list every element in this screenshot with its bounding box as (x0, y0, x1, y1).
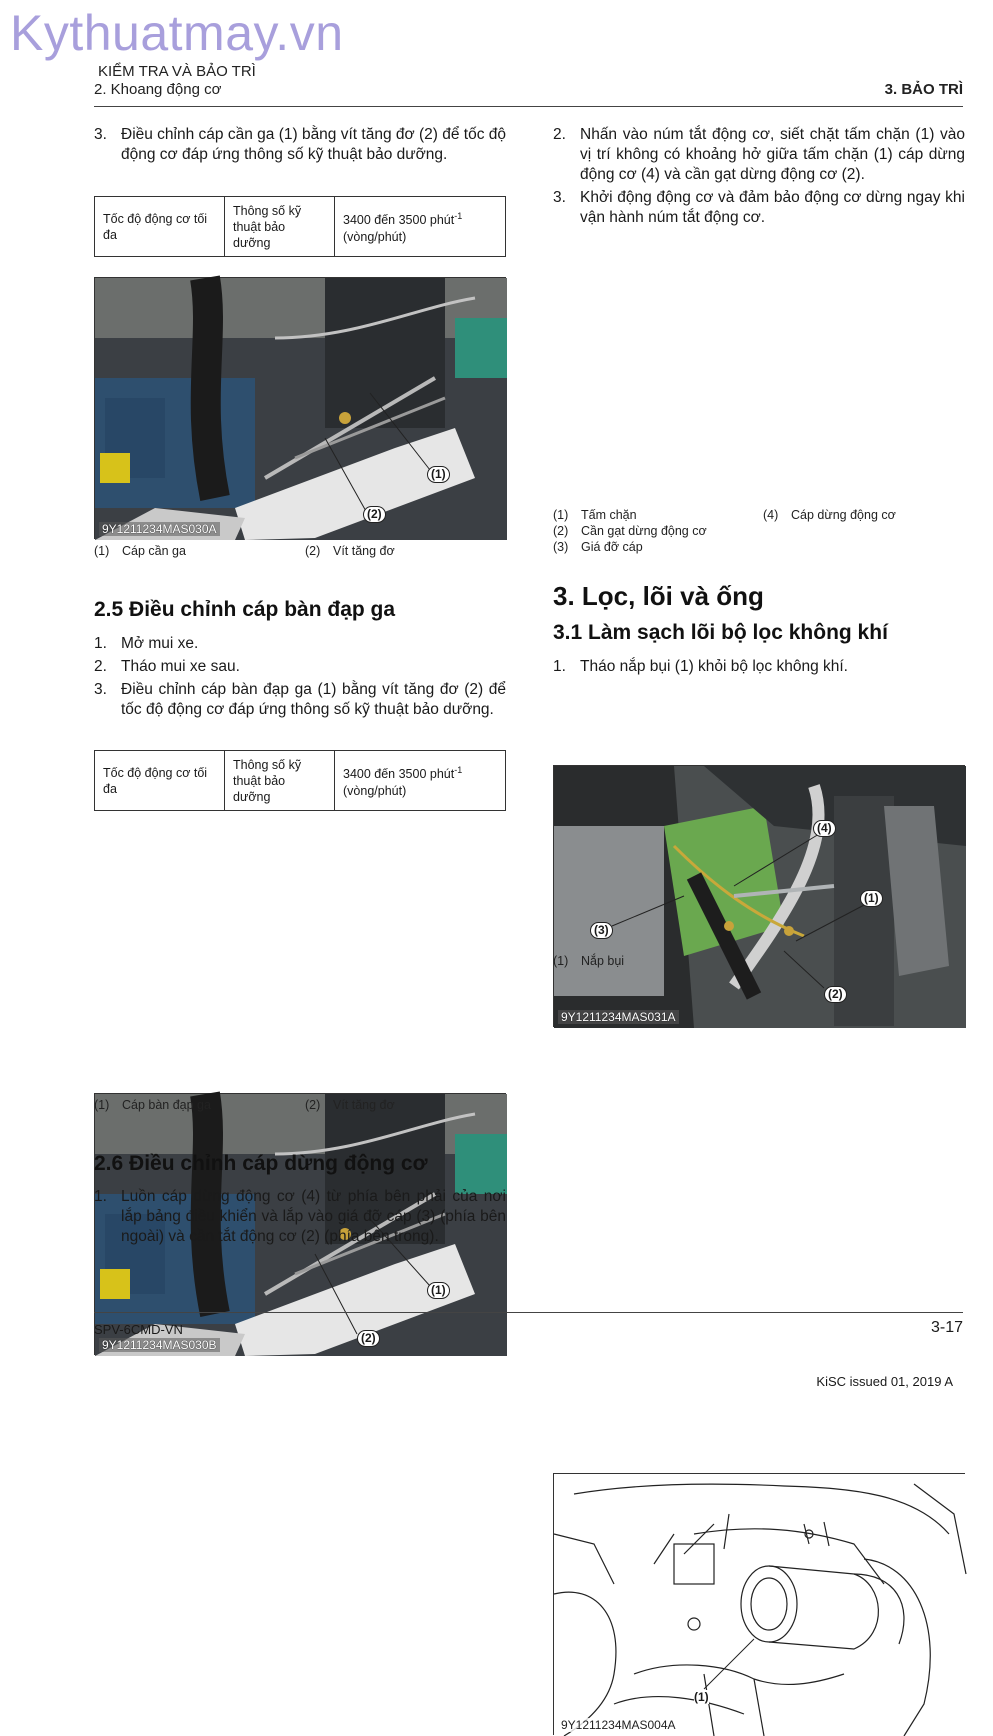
photo-code: 9Y1211234MAS030B (99, 1338, 220, 1352)
photo-code: 9Y1211234MAS030A (99, 522, 220, 536)
callout-2: (2) (357, 1330, 380, 1347)
callout-1: (1) (427, 466, 450, 483)
footer-doc-code: SPV-6CMD-VN (94, 1322, 183, 1337)
steps-stop-cable-cont (553, 125, 965, 231)
photo-throttle-cable (94, 277, 506, 539)
caption-photo-1: (1) Cáp cần ga (2) Vít tăng đơ (94, 544, 395, 558)
spec-value: 3400 đến 3500 phút$^{-1}$ (vòng/phút) (335, 197, 506, 257)
footer-page-number: 3-17 (930, 1319, 963, 1336)
list-item: 1. Luồn cáp dừng động cơ (4) từ phía bên phải của nơi lắp bảng điều khiển và lắp vào giá đỡ cáp (3) (phía bên ngoài) và cần tắt động cơ (2) (phía bên trong). (94, 1188, 506, 1245)
callout-3: (3) (590, 922, 613, 939)
spec-value: 3400 đến 3500 phút$^{-1}$ (vòng/phút) (335, 751, 506, 811)
section-2-5-title: 2.5 Điều chỉnh cáp bàn đạp ga (94, 598, 396, 621)
section-3-1-title: 3.1 Làm sạch lõi bộ lọc không khí (553, 621, 888, 644)
list-item: 3. Điều chỉnh cáp bàn đạp ga (1) bằng vít tăng đơ (2) để tốc độ động cơ đáp ứng thông số kỹ thuật bảo dưỡng. (94, 681, 506, 718)
header-manual-title: KIỂM TRA VÀ BẢO TRÌ (98, 63, 256, 80)
list-item: 2. Tháo mui xe sau. (94, 658, 240, 675)
caption-photo-4: (1) Nắp bụi (553, 954, 625, 968)
callout-1: (1) (427, 1282, 450, 1299)
step-3-throttle-cable (94, 125, 506, 168)
photo-stop-cable (553, 765, 965, 1027)
header-divider (94, 106, 963, 107)
caption-photo-2: (1) Cáp bàn đạp ga (2) Vít tăng đơ (94, 1098, 395, 1112)
callout-2: (2) (363, 506, 386, 523)
spec-table-1 (94, 196, 506, 257)
header-chapter: 3. BẢO TRÌ (884, 81, 963, 98)
list-item: 3. Khởi động động cơ và đảm bảo động cơ dừng ngay khi vận hành núm tắt động cơ. (553, 189, 965, 226)
chapter-3-title: 3. Lọc, lõi và ống (553, 581, 764, 611)
spec-item: Tốc độ động cơ tối đa (95, 197, 225, 257)
steps-3-1 (553, 657, 965, 680)
list-item: 1. Mở mui xe. (94, 635, 199, 652)
steps-2-5 (94, 634, 506, 723)
list-item: 1. Tháo nắp bụi (1) khỏi bộ lọc không khí. (553, 658, 848, 675)
callout-2: (2) (824, 986, 847, 1003)
spec-label: Thông số kỹ thuật bảo dưỡng (225, 751, 335, 811)
step-text: Điều chỉnh cáp cần ga (1) bằng vít tăng đơ (2) để tốc độ động cơ đáp ứng thông số kỹ thuật bảo dưỡng. (121, 126, 506, 163)
footer-issued: KiSC issued 01, 2019 A (816, 1374, 953, 1389)
photo-air-filter-drawing (553, 1473, 965, 1735)
spec-item: Tốc độ động cơ tối đa (95, 751, 225, 811)
section-2-6-title: 2.6 Điều chỉnh cáp dừng động cơ (94, 1152, 428, 1175)
callout-1: (1) (694, 1690, 709, 1704)
spec-table-2 (94, 750, 506, 811)
steps-2-6 (94, 1187, 506, 1250)
caption-photo-3: (1) Tấm chặn (4) Cáp dừng động cơ (2) Cần gạt dừng động cơ (3) Giá đỡ cáp (553, 508, 896, 554)
callout-1: (1) (860, 890, 883, 907)
spec-label: Thông số kỹ thuật bảo dưỡng (225, 197, 335, 257)
callout-4: (4) (813, 820, 836, 837)
header-section-title: 2. Khoang động cơ (94, 81, 222, 98)
photo-code: 9Y1211234MAS004A (558, 1718, 679, 1732)
photo-code: 9Y1211234MAS031A (558, 1010, 679, 1024)
step-number: 3. (94, 126, 107, 143)
watermark-logo: Kythuatmay.vn (10, 5, 344, 61)
footer-divider (94, 1312, 963, 1313)
list-item: 2. Nhấn vào núm tắt động cơ, siết chặt tấm chặn (1) vào vị trí không có khoảng hở giữa tấm chặn (1) cáp dừng động cơ (4) và cần gạt dừng động cơ (2). (553, 126, 965, 183)
